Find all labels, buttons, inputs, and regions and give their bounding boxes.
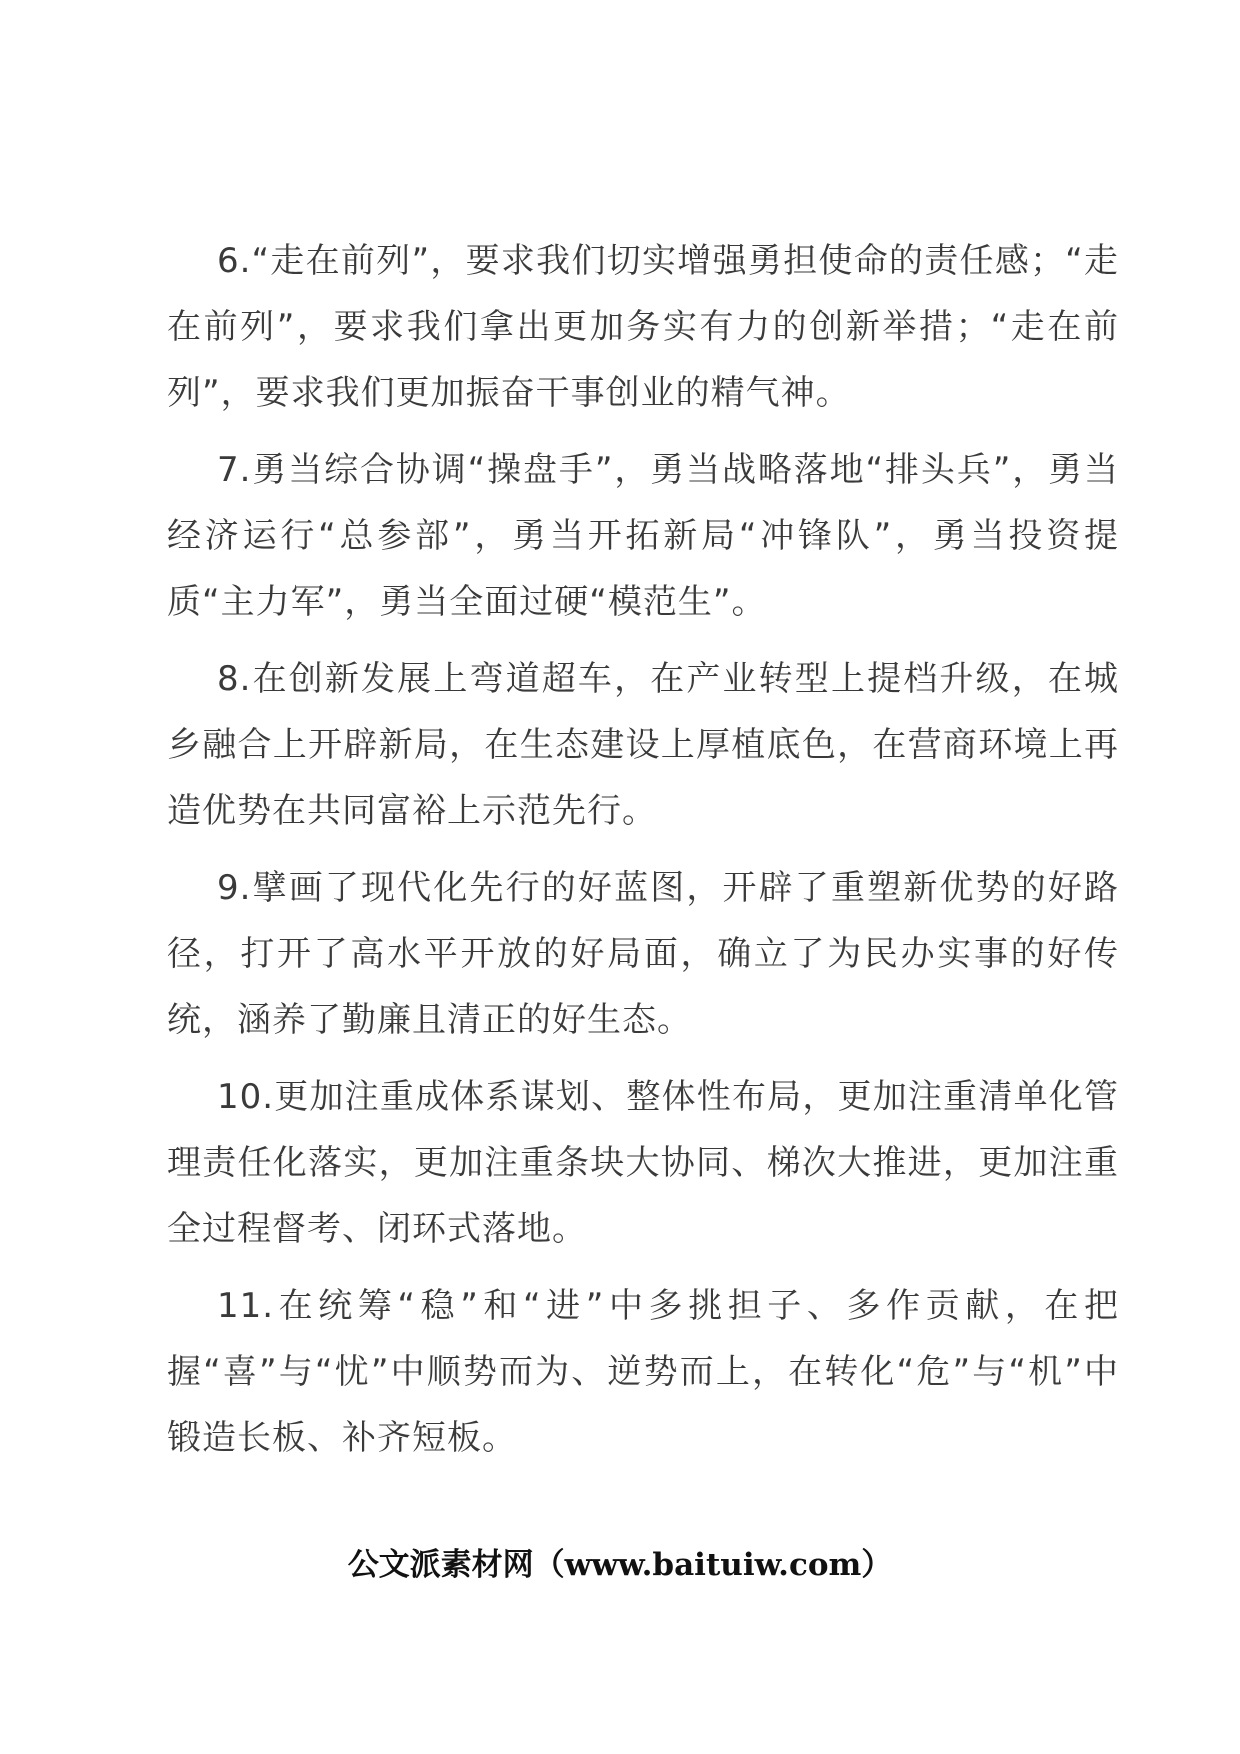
document-body xyxy=(167,228,1119,1482)
paragraph-10: 10.更加注重成体系谋划、整体性布局，更加注重清单化管理责任化落实，更加注重条块大协同、梯次大推进，更加注重全过程督考、闭环式落地。 xyxy=(167,1077,1119,1249)
paragraph-8: 8.在创新发展上弯道超车，在产业转型上提档升级，在城乡融合上开辟新局，在生态建设上厚植底色，在营商环境上再造优势在共同富裕上示范先行。 xyxy=(167,659,1119,831)
paragraph-9: 9.擘画了现代化先行的好蓝图，开辟了重塑新优势的好路径，打开了高水平开放的好局面，确立了为民办实事的好传统，涵养了勤廉且清正的好生态。 xyxy=(167,868,1119,1040)
paragraph-6: 6.“走在前列”，要求我们切实增强勇担使命的责任感；“走在前列”，要求我们拿出更加务实有力的创新举措；“走在前列”，要求我们更加振奋干事创业的精气神。 xyxy=(167,241,1119,413)
paragraph-7: 7.勇当综合协调“操盘手”，勇当战略落地“排头兵”，勇当经济运行“总参部”，勇当开拓新局“冲锋队”，勇当投资提质“主力军”，勇当全面过硬“模范生”。 xyxy=(167,450,1119,622)
source-footer: 公文派素材网（www.baituiw.com） xyxy=(347,1547,893,1583)
paragraph-11: 11.在统筹“稳”和“进”中多挑担子、多作贡献，在把握“喜”与“忧”中顺势而为、逆势而上，在转化“危”与“机”中锻造长板、补齐短板。 xyxy=(167,1286,1119,1458)
